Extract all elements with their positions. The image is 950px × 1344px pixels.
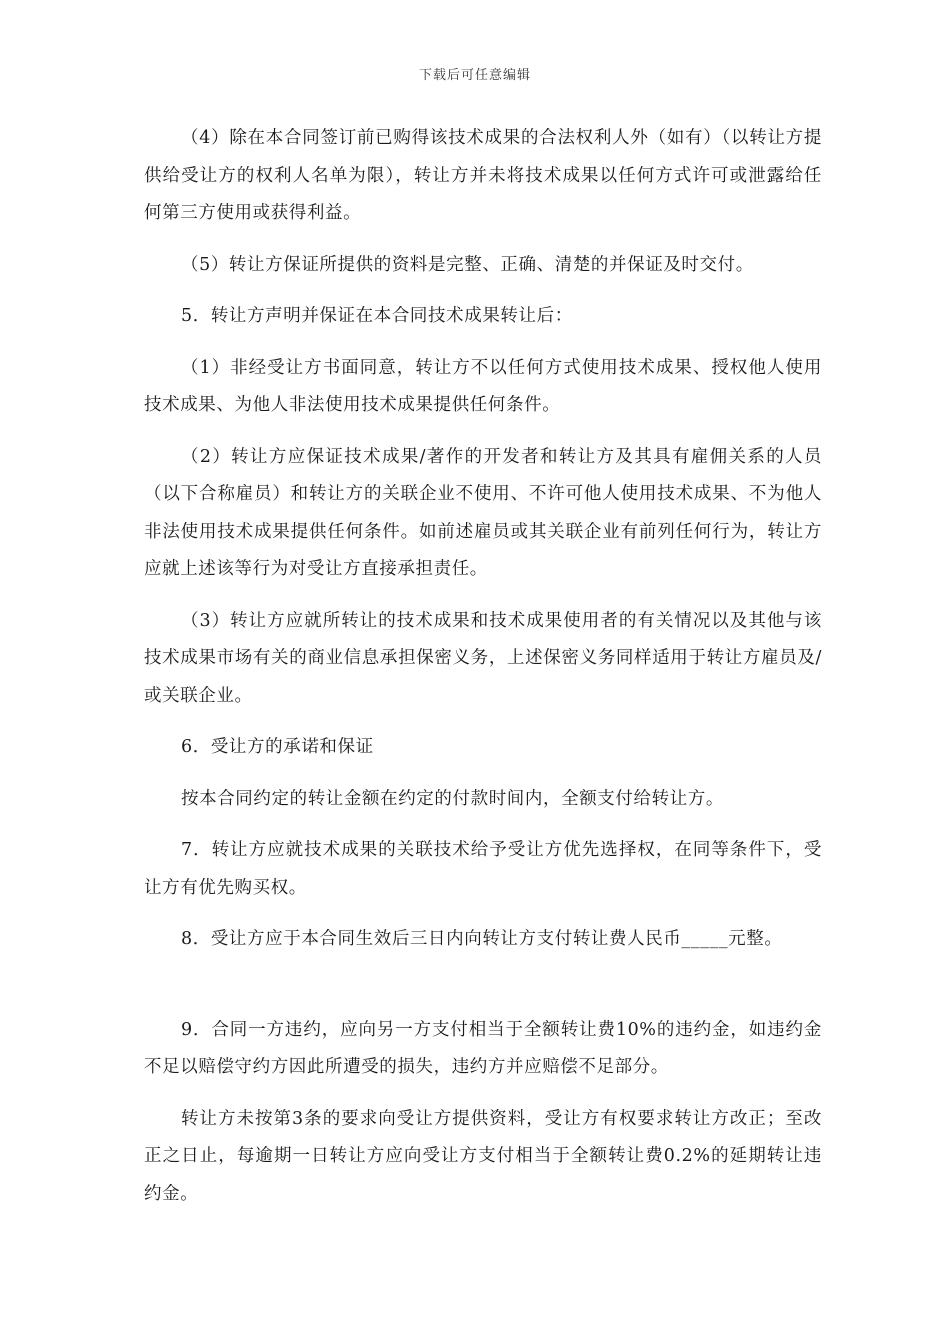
clause-5-heading: 5．转让方声明并保证在本合同技术成果转让后： [181,306,573,326]
clause-9-delay: 转让方未按第3条的要求向受让方提供资料，受让方有权要求转让方改正；至改正之日止，每逾期一日转让方应向受让方支付相当于全额转让费0.2%的延期转让违约金。 [144,1108,822,1204]
page-header: 下载后可任意编辑 [418,68,531,83]
clause-4-4: （4）除在本合同签订前已购得该技术成果的合法权利人外（如有）（以转让方提供给受让方的权利人名单为限），转让方并未将技术成果以任何方式许可或泄露给任何第三方使用或获得利益。 [144,128,822,223]
clause-4-5: （5）转让方保证所提供的资料是完整、正确、清楚的并保证及时交付。 [181,254,754,275]
clause-9: 9．合同一方违约，应向另一方支付相当于全额转让费10%的违约金，如违约金不足以赔偿守约方因此所遭受的损失，违约方并应赔偿不足部分。 [144,1019,822,1077]
clause-7: 7．转让方应就技术成果的关联技术给予受让方优先选择权，在同等条件下，受让方有优先购买权。 [144,840,822,898]
document-body [144,120,822,1227]
clause-6-body: 按本合同约定的转让金额在约定的付款时间内，全额支付给转让方。 [181,788,724,809]
clause-5-1: （1）非经受让方书面同意，转让方不以任何方式使用技术成果、授权他人使用技术成果、为他人非法使用技术成果提供任何条件。 [144,357,822,415]
clause-5-2: （2）转让方应保证技术成果/著作的开发者和转让方及其具有雇佣关系的人员（以下合称雇员）和转让方的关联企业不使用、不许可他人使用技术成果、不为他人非法使用技术成果提供任何条件。如前述雇员或其关联企业有前列任何行为，转让方应就上述该等行为对受让方直接承担责任。 [144,446,822,579]
clause-5-3: （3）转让方应就所转让的技术成果和技术成果使用者的有关情况以及其他与该技术成果市场有关的商业信息承担保密义务，上述保密义务同样适用于转让方雇员及/或关联企业。 [144,610,822,706]
clause-6-heading: 6．受让方的承诺和保证 [181,737,374,757]
clause-8: 8．受让方应于本合同生效后三日内向转让方支付转让费人民币_____元整。 [181,929,783,949]
